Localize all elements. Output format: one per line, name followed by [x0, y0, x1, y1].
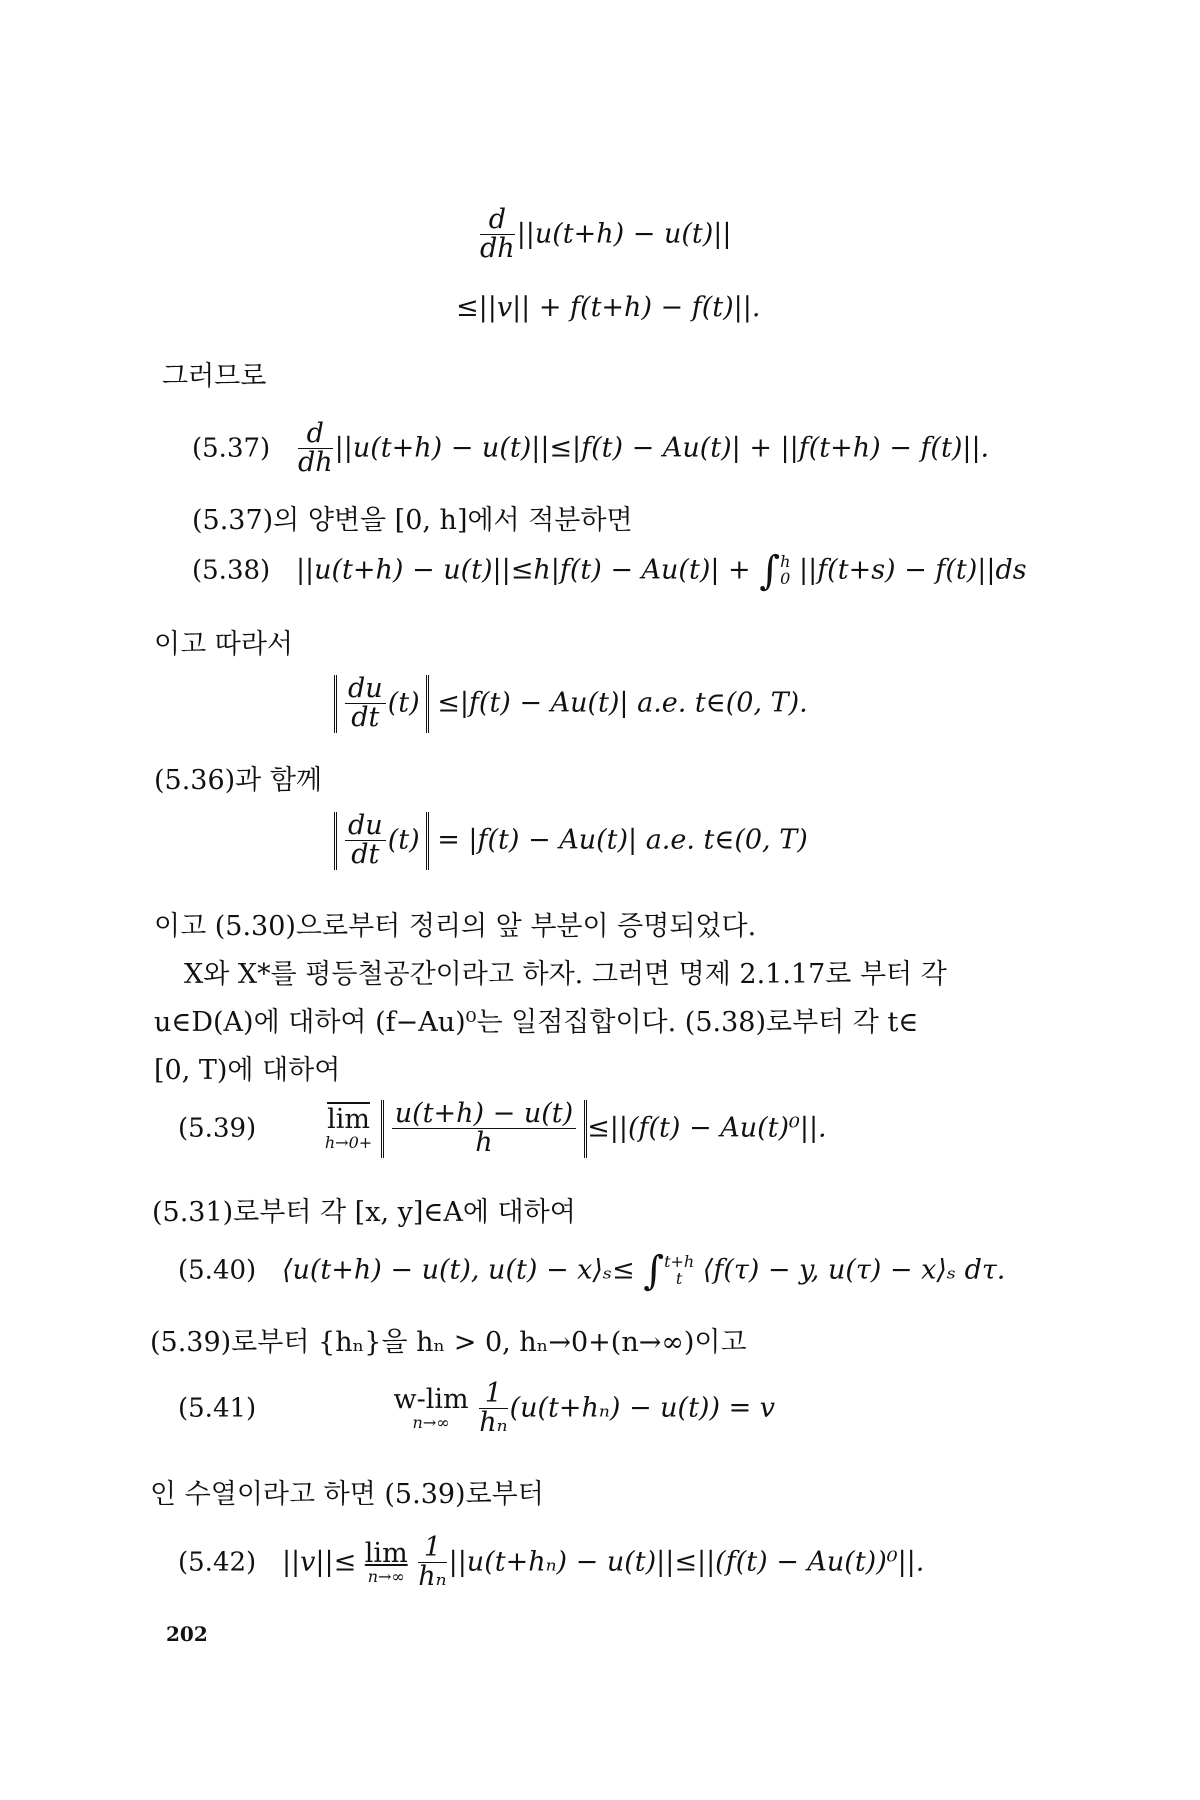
page-number: 202: [166, 1622, 208, 1646]
paragraph-2-line-3: [0, T)에 대하여: [154, 1055, 341, 1086]
equation-label: (5.38): [192, 555, 271, 586]
equation-5-40: (5.40) ⟨u(t+h) − u(t), u(t) − x⟩ₛ≤ ∫ t+h t ⟨f(τ) − y, u(τ) − x⟩ₛ dτ.: [178, 1248, 1006, 1294]
paragraph-2-line-2: u∈D(A)에 대하여 (f−Au)⁰는 일점집합이다. (5.38)로부터 각 t∈: [154, 1007, 919, 1038]
paragraph-proof: 이고 (5.30)으로부터 정리의 앞 부분이 증명되었다.: [154, 911, 757, 942]
paragraph-sequence: 인 수열이라고 하면 (5.39)로부터: [150, 1479, 544, 1510]
equation-5-39: (5.39) $\overline{lim}$ h→0+ $\frac{u(t+h) - u(t)}{h}$ ≤||(f(t) − Au(t)⁰||.: [178, 1098, 827, 1159]
integral-bounds: t+h t: [664, 1252, 695, 1288]
d-dh-fraction: $\frac{d}{dh}$: [297, 418, 333, 479]
integral-bounds: h 0: [780, 552, 791, 588]
d-dh-fraction: $\frac{d}{dh}$: [480, 204, 515, 265]
equation-label: (5.40): [178, 1255, 257, 1286]
equation-label: (5.37): [192, 433, 271, 464]
limsup-operator: $\overline{lim}$ h→0+: [324, 1104, 373, 1152]
equation-5-38: (5.38) ||u(t+h) − u(t)||≤h|f(t) − Au(t)| + ∫ h 0 ||f(t+s) − f(t)||ds: [192, 548, 1027, 594]
derivative-norm: $\frac{du}{dt}$ (t): [334, 812, 429, 870]
paragraph-and-thus: 이고 따라서: [154, 629, 293, 660]
equation-label: (5.42): [178, 1547, 257, 1578]
du-dt-fraction: $\frac{du}{dt}$: [345, 675, 386, 733]
top-equation-line1: $\frac{d}{dh}$ ||u(t+h) − u(t)||: [480, 204, 732, 265]
equation-label: (5.39): [178, 1113, 257, 1144]
paragraph-from-531: (5.31)로부터 각 [x, y]∈A에 대하여: [152, 1197, 576, 1228]
paragraph-2-line-1: X와 X*를 평등철공간이라고 하자. 그러면 명제 2.1.17로 부터 각: [184, 959, 947, 990]
equation-label: (5.41): [178, 1393, 257, 1424]
difference-quotient: $\frac{u(t+h) - u(t)}{h}$: [392, 1100, 576, 1158]
one-over-hn: $\frac{1}{\text{hₙ}}$: [479, 1378, 508, 1439]
paragraph-therefore: 그러므로: [162, 361, 267, 392]
equation-5-37: (5.37) $\frac{d}{dh}$ ||u(t+h) − u(t)||≤|f(t) − Au(t)| + ||f(t+h) − f(t)||.: [192, 418, 990, 479]
norm-inequality: $\frac{du}{dt}$ (t) ≤|f(t) − Au(t)| a.e. t∈(0, T).: [334, 675, 808, 733]
equation-5-41: (5.41) w-lim n→∞ $\frac{1}{\text{hₙ}}$ (u(t+hₙ) − u(t)) = v: [178, 1378, 776, 1439]
integral-sign: ∫: [759, 548, 781, 594]
one-over-hn: $\frac{1}{\text{hₙ}}$: [418, 1532, 447, 1593]
liminf-operator: lim n→∞: [364, 1538, 408, 1586]
paragraph-with-536: (5.36)과 함께: [154, 765, 323, 796]
du-dt-fraction: $\frac{du}{dt}$: [345, 812, 386, 870]
weak-limit-operator: w-lim n→∞: [393, 1384, 469, 1432]
top-equation-line2: ≤||v|| + f(t+h) − f(t)||.: [456, 292, 761, 323]
paragraph-integrate: (5.37)의 양변을 [0, h]에서 적분하면: [192, 505, 633, 536]
derivative-norm: $\frac{du}{dt}$ (t): [334, 675, 429, 733]
equation-5-42: (5.42) ||v||≤ lim n→∞ $\frac{1}{\text{hₙ}}$ ||u(t+hₙ) − u(t)||≤||(f(t) − Au(t))⁰||.: [178, 1532, 925, 1593]
integral-sign: ∫: [643, 1248, 665, 1294]
difference-quotient-norm: [381, 1100, 587, 1158]
paragraph-from-539: (5.39)로부터 {hₙ}을 hₙ > 0, hₙ→0+(n→∞)이고: [150, 1327, 747, 1358]
norm-equality: $\frac{du}{dt}$ (t) = |f(t) − Au(t)| a.e. t∈(0, T): [334, 812, 808, 870]
